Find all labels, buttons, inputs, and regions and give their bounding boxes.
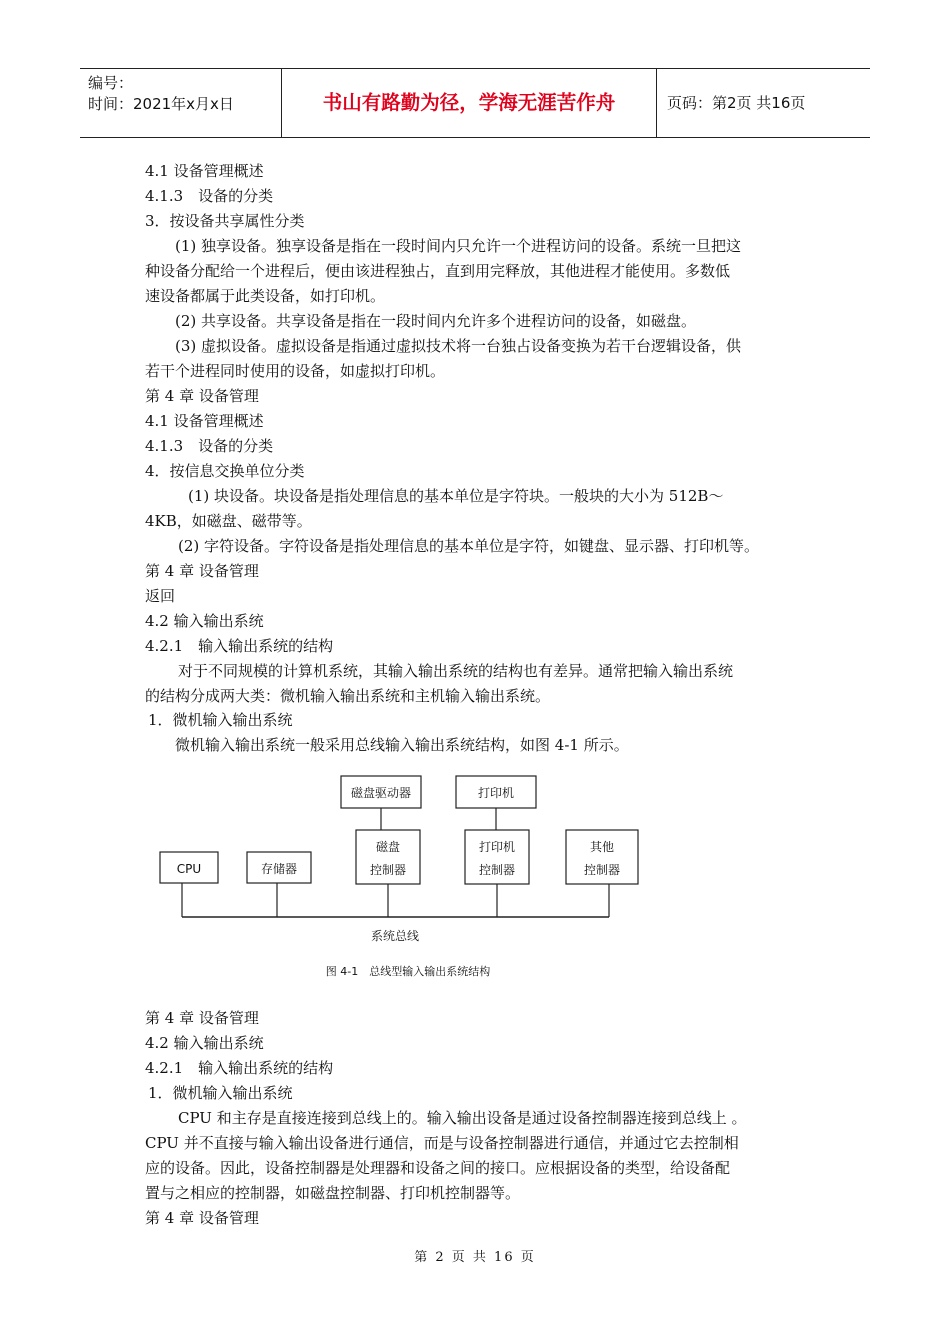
subsection-heading: 4.1.3 设备的分类 bbox=[145, 187, 274, 205]
page-header bbox=[80, 68, 870, 138]
cpu-box bbox=[160, 852, 218, 883]
chapter-heading: 第 4 章 设备管理 bbox=[145, 562, 259, 580]
section-heading: 4.1 设备管理概述 bbox=[145, 162, 264, 180]
paragraph-line: 应的设备。因此，设备控制器是处理器和设备之间的接口。应根据设备的类型，给设备配 bbox=[145, 1159, 731, 1177]
document-time: 时间：2021年x月x日 bbox=[88, 95, 234, 113]
topic-heading: 3．按设备共享属性分类 bbox=[145, 212, 305, 230]
disk-controller-label-line2: 控制器 bbox=[369, 863, 407, 877]
paragraph-line: (1) 块设备。块设备是指处理信息的基本单位是字符块。一般块的大小为 512B～ bbox=[188, 487, 724, 505]
memory-box bbox=[247, 852, 311, 883]
paragraph-line: 速设备都属于此类设备，如打印机。 bbox=[145, 287, 386, 305]
topic-heading: 1．微机输入输出系统 bbox=[148, 1084, 293, 1102]
topic-heading: 1．微机输入输出系统 bbox=[148, 711, 293, 729]
chapter-heading: 第 4 章 设备管理 bbox=[145, 1009, 259, 1027]
paragraph-line: (2) 字符设备。字符设备是指处理信息的基本单位是字符，如键盘、显示器、打印机等。 bbox=[178, 537, 760, 555]
page-footer: 第 2 页 共 16 页 bbox=[414, 1250, 536, 1265]
bus-io-diagram bbox=[150, 768, 650, 988]
subsection-heading: 4.2.1 输入输出系统的结构 bbox=[145, 1059, 334, 1077]
header-meta bbox=[80, 69, 282, 137]
paragraph-line: 对于不同规模的计算机系统，其输入输出系统的结构也有差异。通常把输入输出系统 bbox=[178, 662, 734, 680]
other-controller-label-line1: 其他 bbox=[589, 840, 615, 854]
section-heading: 4.1 设备管理概述 bbox=[145, 412, 264, 430]
printer-box bbox=[456, 776, 536, 808]
topic-heading: 4．按信息交换单位分类 bbox=[145, 462, 305, 480]
other-controller-box bbox=[566, 830, 638, 884]
paragraph-line: 4KB，如磁盘、磁带等。 bbox=[145, 512, 312, 530]
paragraph-line: 种设备分配给一个进程后，便由该进程独占，直到用完释放，其他进程才能使用。多数低 bbox=[145, 262, 731, 280]
paragraph-line: 若干个进程同时使用的设备，如虚拟打印机。 bbox=[145, 362, 446, 380]
disk-controller-box bbox=[356, 830, 420, 884]
disk-drive-box bbox=[341, 776, 421, 808]
paragraph-line: (2) 共享设备。共享设备是指在一段时间内允许多个进程访问的设备，如磁盘。 bbox=[175, 312, 697, 330]
header-page-number: 页码：第2页 共16页 bbox=[667, 94, 806, 112]
header-motto: 书山有路勤为径，学海无涯苦作舟 bbox=[282, 69, 657, 137]
cpu-label: CPU bbox=[176, 862, 202, 876]
printer-label: 打印机 bbox=[477, 786, 515, 800]
subsection-heading: 4.2.1 输入输出系统的结构 bbox=[145, 637, 334, 655]
return-link[interactable]: 返回 bbox=[145, 587, 176, 605]
printer-controller-box bbox=[465, 830, 529, 884]
paragraph-line: (1) 独享设备。独享设备是指在一段时间内只允许一个进程访问的设备。系统一旦把这 bbox=[175, 237, 742, 255]
printer-controller-label-line1: 打印机 bbox=[478, 840, 516, 854]
system-bus-label: 系统总线 bbox=[370, 929, 420, 943]
printer-controller-label-line2: 控制器 bbox=[478, 863, 516, 877]
memory-label: 存储器 bbox=[260, 862, 298, 876]
paragraph-line: 微机输入输出系统一般采用总线输入输出系统结构，如图 4-1 所示。 bbox=[175, 736, 629, 754]
chapter-heading: 第 4 章 设备管理 bbox=[145, 1209, 259, 1227]
bus-io-diagram-svg bbox=[150, 768, 650, 988]
section-heading: 4.2 输入输出系统 bbox=[145, 612, 264, 630]
paragraph-line: (3) 虚拟设备。虚拟设备是指通过虚拟技术将一台独占设备变换为若干台逻辑设备，供 bbox=[175, 337, 742, 355]
paragraph-line: CPU 并不直接与输入输出设备进行通信，而是与设备控制器进行通信，并通过它去控制相 bbox=[145, 1134, 739, 1152]
document-number: 编号： bbox=[88, 74, 134, 92]
bus-connectors bbox=[182, 883, 609, 917]
paragraph-line: CPU 和主存是直接连接到总线上的。输入输出设备是通过设备控制器连接到总线上 。 bbox=[178, 1109, 747, 1127]
other-controller-label-line2: 控制器 bbox=[583, 863, 621, 877]
disk-drive-label: 磁盘驱动器 bbox=[350, 786, 412, 800]
paragraph-line: 置与之相应的控制器，如磁盘控制器、打印机控制器等。 bbox=[145, 1184, 521, 1202]
figure-caption: 图 4-1 总线型输入输出系统结构 bbox=[325, 965, 491, 978]
section-heading: 4.2 输入输出系统 bbox=[145, 1034, 264, 1052]
disk-controller-label-line1: 磁盘 bbox=[375, 840, 401, 854]
subsection-heading: 4.1.3 设备的分类 bbox=[145, 437, 274, 455]
chapter-heading: 第 4 章 设备管理 bbox=[145, 387, 259, 405]
paragraph-line: 的结构分成两大类：微机输入输出系统和主机输入输出系统。 bbox=[145, 687, 551, 705]
